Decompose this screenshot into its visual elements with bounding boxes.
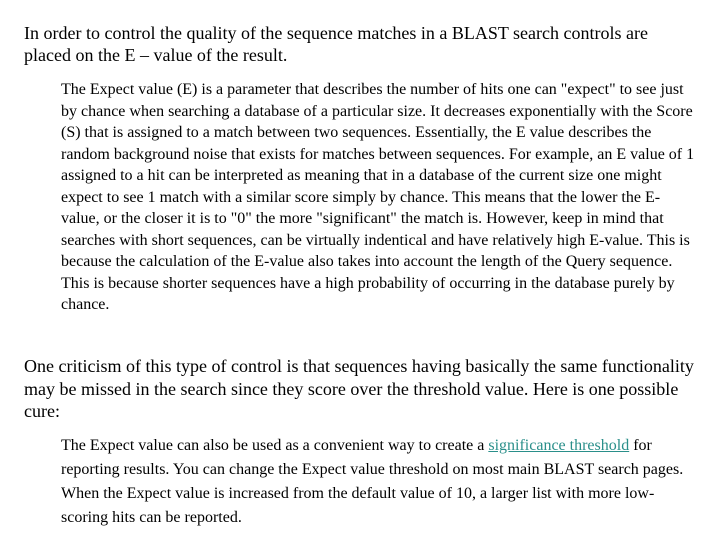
intro-paragraph: In order to control the quality of the sequence matches in a BLAST search controls are placed on the E – value of the result. [24,23,648,65]
threshold-text-before: The Expect value can also be used as a convenient way to create a [61,437,489,454]
expect-value-explanation: The Expect value (E) is a parameter that describes the number of hits one can "expect" to see just by chance when searching a database of a particular size. It decreases exponentially with the Score (S) that is assigned to a match between two sequences. Essentially, the E value describes the random background noise that exists for matches between sequences. For example, an E value of 1 assigned to a hit can be interpreted as meaning that in a database of the current size one might expect to see 1 match with a similar score simply by chance. This means that the lower the E-value, or the closer it is to "0" the more "significant" the match is. However, keep in mind that searches with short sequences, can be virtually indentical and have relatively high E-value. This is because the calculation of the E-value also takes into account the length of the Query sequence. This is because shorter sequences have a high probability of occurring in the database purely by chance. [61,81,695,313]
significance-threshold-paragraph [61,434,697,530]
threshold-text-after: for reporting results. You can change the Expect value threshold on most main BLAST search pages. When the Expect value is increased from the default value of 10, a larger list with more low-scoring hits can be reported. [61,437,684,526]
significance-threshold-link[interactable]: significance threshold [488,437,630,454]
criticism-paragraph: One criticism of this type of control is that sequences having basically the same functionality may be missed in the search since they score over the threshold value. Here is one possible cure: [24,356,694,421]
